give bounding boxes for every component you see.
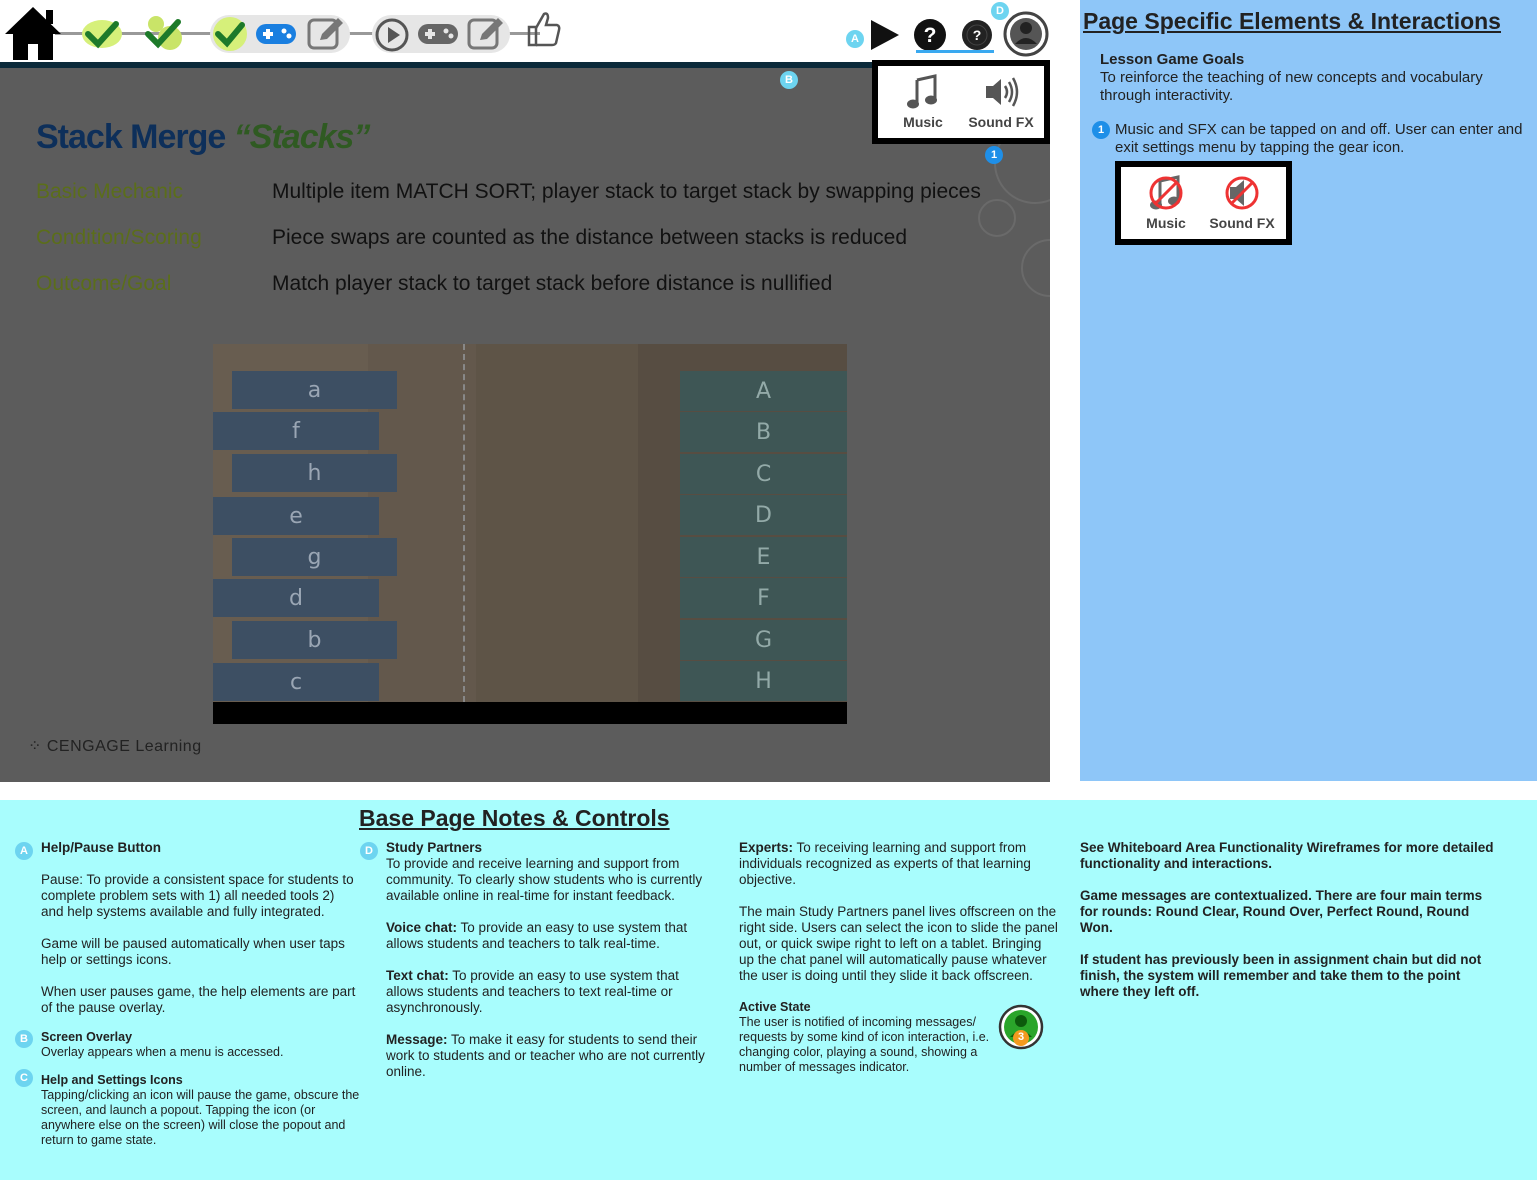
- row-key: Outcome/Goal: [36, 272, 172, 295]
- board-base: [213, 702, 847, 724]
- row-value: Multiple item MATCH SORT; player stack to target stack by swapping pieces: [272, 180, 981, 203]
- note-badge: 1: [1092, 121, 1110, 139]
- note-badge-c: C: [15, 1069, 33, 1087]
- whiteboard-note: See Whiteboard Area Functionality Wireframes for more detailed functionality and interactions.: [1080, 840, 1494, 871]
- sound-fx-toggle[interactable]: [962, 74, 1040, 130]
- speaker-icon: [982, 74, 1020, 110]
- panel-text: The main Study Partners panel lives offscreen on the right side. Users can select the icon to slide the panel out, or quick swipe right to left on a tablet. Bringing up the chat panel will automatically pause whatever the user is doing until they slide it back offscreen.: [739, 904, 1058, 983]
- help-pause-p1: Pause: To provide a consistent space for students to complete problem sets with 1) all needed tools 2) and help systems available and fully integrated.: [41, 872, 354, 919]
- sound-fx-off-indicator: [1203, 175, 1281, 231]
- slide-title-accent: “Stacks”: [233, 118, 370, 156]
- active-state-title: Active State: [739, 1000, 811, 1014]
- player-stack-tile[interactable]: a: [232, 371, 397, 409]
- settings-popout: [872, 60, 1050, 144]
- study-partners-text: To provide and receive learning and support from community. To clearly show students who is currently available online in real-time for instant feedback.: [386, 856, 703, 903]
- help-pause-title: Help/Pause Button: [41, 840, 162, 855]
- lesson-progress-nav: [0, 0, 1050, 64]
- voice-chat-text: To provide an easy to use system that allows students and teachers to talk real-time.: [386, 920, 688, 951]
- game-messages-note: Game messages are contextualized. There are four main terms for rounds: Round Clear, Round Over, Perfect Round, Round Won.: [1080, 888, 1483, 935]
- notes-column-3: [739, 840, 1059, 1075]
- home-icon[interactable]: [2, 4, 64, 62]
- play-icon[interactable]: [374, 17, 410, 53]
- message-text: To make it easy for students to send their work to students and or teacher who are not currently online.: [386, 1032, 705, 1079]
- music-off-indicator: [1127, 175, 1205, 231]
- active-partner-icon: [998, 1004, 1044, 1050]
- notes-title: Base Page Notes & Controls: [359, 805, 670, 831]
- callout-badge-b: B: [780, 71, 798, 89]
- row-value: Piece swaps are counted as the distance between stacks is reduced: [272, 226, 908, 249]
- player-stack-tile[interactable]: f: [213, 412, 379, 450]
- message-label: Message:: [386, 1032, 448, 1047]
- mini-music-label: Music: [1146, 215, 1186, 231]
- overlay-title: Screen Overlay: [41, 1030, 133, 1044]
- study-partners-button[interactable]: [1003, 10, 1049, 58]
- player-stack-tile[interactable]: e: [213, 497, 379, 535]
- study-partners-title: Study Partners: [386, 840, 483, 855]
- target-stack-tile: F: [680, 578, 847, 618]
- slide-title: [36, 118, 369, 157]
- player-stack-tile[interactable]: g: [232, 538, 397, 576]
- page-specific-panel: [1080, 0, 1537, 781]
- music-muted-icon: [1148, 175, 1184, 211]
- note-badge-b: B: [15, 1030, 33, 1048]
- experts-text: To receiving learning and support from individuals recognized as experts of that learning objective.: [739, 840, 1031, 887]
- text-chat-text: To provide an easy to use system that allows students and teachers to text real-time or asynchronously.: [386, 968, 679, 1015]
- brand-logo-icon: ⁘: [28, 738, 42, 755]
- active-state-text: The user is notified of incoming messages/ requests by some kind of icon interaction, i.e. changing color, playing a sound, showing a number of messages indicator.: [739, 1015, 990, 1074]
- music-label: Music: [903, 114, 943, 130]
- target-stack-tile: C: [680, 454, 847, 494]
- target-stack-tile: A: [680, 371, 847, 411]
- brand-logo: [28, 736, 202, 756]
- help-pause-p3: When user pauses game, the help elements are part of the pause overlay.: [41, 984, 356, 1015]
- notes-column-4: [1080, 840, 1500, 1016]
- overlay-text: Overlay appears when a menu is accessed.: [41, 1045, 284, 1059]
- thumbs-up-icon[interactable]: [526, 10, 562, 48]
- panel-title: Page Specific Elements & Interactions: [1083, 8, 1501, 34]
- pause-play-button[interactable]: [868, 18, 902, 52]
- game-area[interactable]: [0, 68, 1050, 782]
- gamepad-icon[interactable]: [254, 18, 298, 50]
- music-toggle[interactable]: [884, 74, 962, 130]
- check-gear-icon[interactable]: [140, 12, 186, 54]
- notes-column-1: [15, 840, 360, 1148]
- sound-fx-label: Sound FX: [968, 114, 1034, 130]
- goal-text: To reinforce the teaching of new concepts and vocabulary through interactivity.: [1100, 69, 1483, 104]
- mini-sound-fx-label: Sound FX: [1209, 215, 1275, 231]
- edit-icon[interactable]: [306, 16, 346, 52]
- settings-gear-button[interactable]: [960, 18, 994, 52]
- stack-board: [213, 344, 847, 724]
- icons-title: Help and Settings Icons: [41, 1073, 183, 1087]
- row-key: Condition/Scoring: [36, 226, 202, 249]
- settings-active-indicator: [916, 50, 994, 53]
- note-text: Music and SFX can be tapped on and off. User can enter and exit settings menu by tapping the gear icon.: [1115, 121, 1523, 156]
- svg-text:?: ?: [972, 27, 982, 43]
- edit-icon[interactable]: [466, 16, 506, 52]
- speaker-muted-icon: [1224, 175, 1260, 211]
- note-badge-a: A: [15, 842, 33, 860]
- row-key: Basic Mechanic: [36, 180, 184, 203]
- note-badge-d: D: [360, 842, 378, 860]
- svg-text:?: ?: [923, 24, 937, 47]
- callout-badge-d: D: [991, 2, 1009, 20]
- resume-note: If student has previously been in assignment chain but did not finish, the system will remember and take them to the point where they left off.: [1080, 952, 1482, 999]
- help-button[interactable]: [913, 18, 947, 52]
- target-stack-tile: D: [680, 495, 847, 535]
- player-stack-tile[interactable]: h: [232, 454, 397, 492]
- message-count-badge: 3: [1017, 1031, 1025, 1043]
- check-icon[interactable]: [212, 16, 248, 52]
- base-page-notes: [0, 800, 1537, 1180]
- target-stack-tile: E: [680, 537, 847, 577]
- text-chat-label: Text chat:: [386, 968, 449, 983]
- target-stack-tile: B: [680, 412, 847, 452]
- goal-title: Lesson Game Goals: [1100, 51, 1245, 68]
- voice-chat-label: Voice chat:: [386, 920, 458, 935]
- row-value: Match player stack to target stack before distance is nullified: [272, 272, 833, 295]
- target-stack-tile: H: [680, 661, 847, 701]
- player-stack-tile[interactable]: c: [213, 663, 379, 701]
- player-stack-tile[interactable]: b: [232, 621, 397, 659]
- gamepad-icon[interactable]: [416, 18, 460, 50]
- music-icon: [905, 74, 941, 110]
- callout-badge-1: 1: [985, 146, 1003, 164]
- brand-logo-text: CENGAGE Learning: [46, 738, 202, 755]
- target-stack-tile: G: [680, 620, 847, 660]
- check-icon[interactable]: [80, 14, 124, 54]
- icons-text: Tapping/clicking an icon will pause the game, obscure the screen, and launch a popout. Tapping the icon (or anywhere else on the screen) will close the popout and return to game state.: [41, 1088, 360, 1147]
- help-pause-p2: Game will be paused automatically when user taps help or settings icons.: [41, 936, 345, 967]
- slide-title-main: Stack Merge: [36, 118, 226, 156]
- board-divider: [463, 344, 465, 702]
- player-stack-tile[interactable]: d: [213, 579, 379, 617]
- experts-label: Experts:: [739, 840, 794, 855]
- settings-popout-off-state: [1115, 161, 1292, 245]
- callout-badge-a: A: [846, 30, 864, 48]
- notes-column-2: [360, 840, 705, 1096]
